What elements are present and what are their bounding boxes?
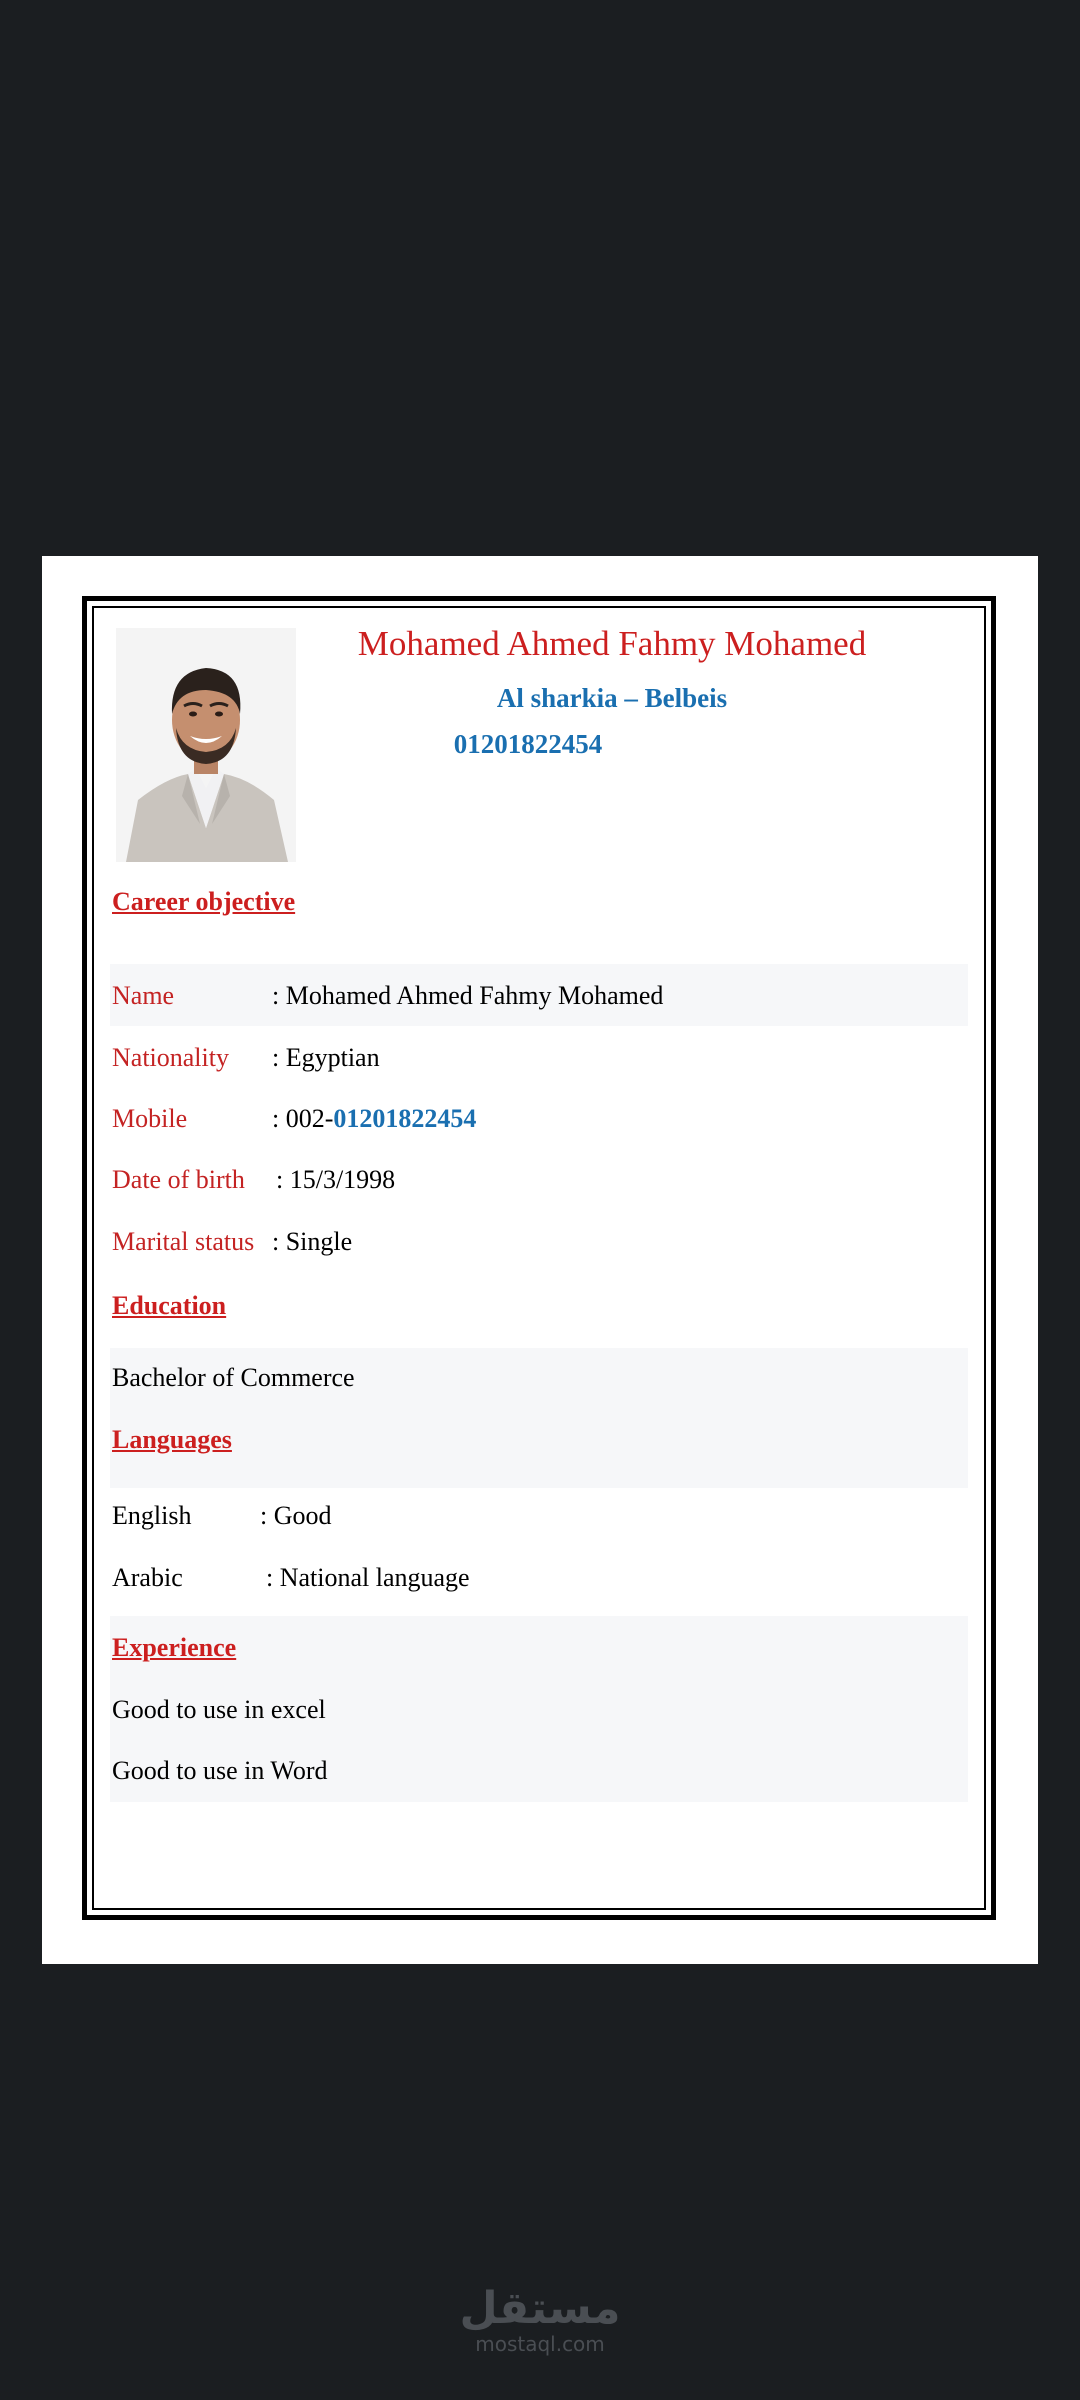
language-english-label: English: [112, 1501, 192, 1530]
mostaql-watermark: [440, 2285, 640, 2355]
cv-document: [42, 556, 1038, 1964]
education-degree: Bachelor of Commerce: [112, 1363, 355, 1392]
marital-status-value: : Single: [272, 1227, 353, 1256]
language-arabic-label: Arabic: [112, 1563, 183, 1592]
header-location: Al sharkia – Belbeis: [496, 683, 728, 713]
mobile-prefix: : 002-: [272, 1104, 334, 1133]
header-full-name: Mohamed Ahmed Fahmy Mohamed: [357, 624, 867, 663]
mobile-number: 01201822454: [333, 1104, 477, 1133]
watermark-arabic: مستقل: [459, 2283, 621, 2334]
section-heading-languages: Languages: [112, 1425, 232, 1454]
section-heading-career-objective: Career objective: [112, 887, 296, 916]
name-label: Name: [112, 981, 175, 1010]
nationality-value: : Egyptian: [272, 1043, 380, 1072]
mobile-label: Mobile: [112, 1104, 188, 1133]
header-phone: 01201822454: [453, 729, 603, 759]
dob-value: : 15/3/1998: [276, 1165, 396, 1194]
section-heading-experience: Experience: [112, 1633, 237, 1662]
language-arabic-value: : National language: [266, 1563, 470, 1592]
watermark-latin: mostaql.com: [475, 2332, 605, 2356]
marital-status-label: Marital status: [112, 1227, 255, 1256]
profile-photo: [116, 628, 296, 862]
experience-item: Good to use in excel: [112, 1695, 326, 1724]
mobile-value: [272, 1103, 476, 1135]
language-english-value: : Good: [260, 1501, 332, 1530]
nationality-label: Nationality: [112, 1043, 229, 1072]
dob-label: Date of birth: [112, 1165, 245, 1194]
name-value: : Mohamed Ahmed Fahmy Mohamed: [272, 981, 664, 1010]
experience-item: Good to use in Word: [112, 1756, 328, 1785]
person-portrait-icon: [116, 628, 296, 862]
section-heading-education: Education: [112, 1291, 227, 1320]
